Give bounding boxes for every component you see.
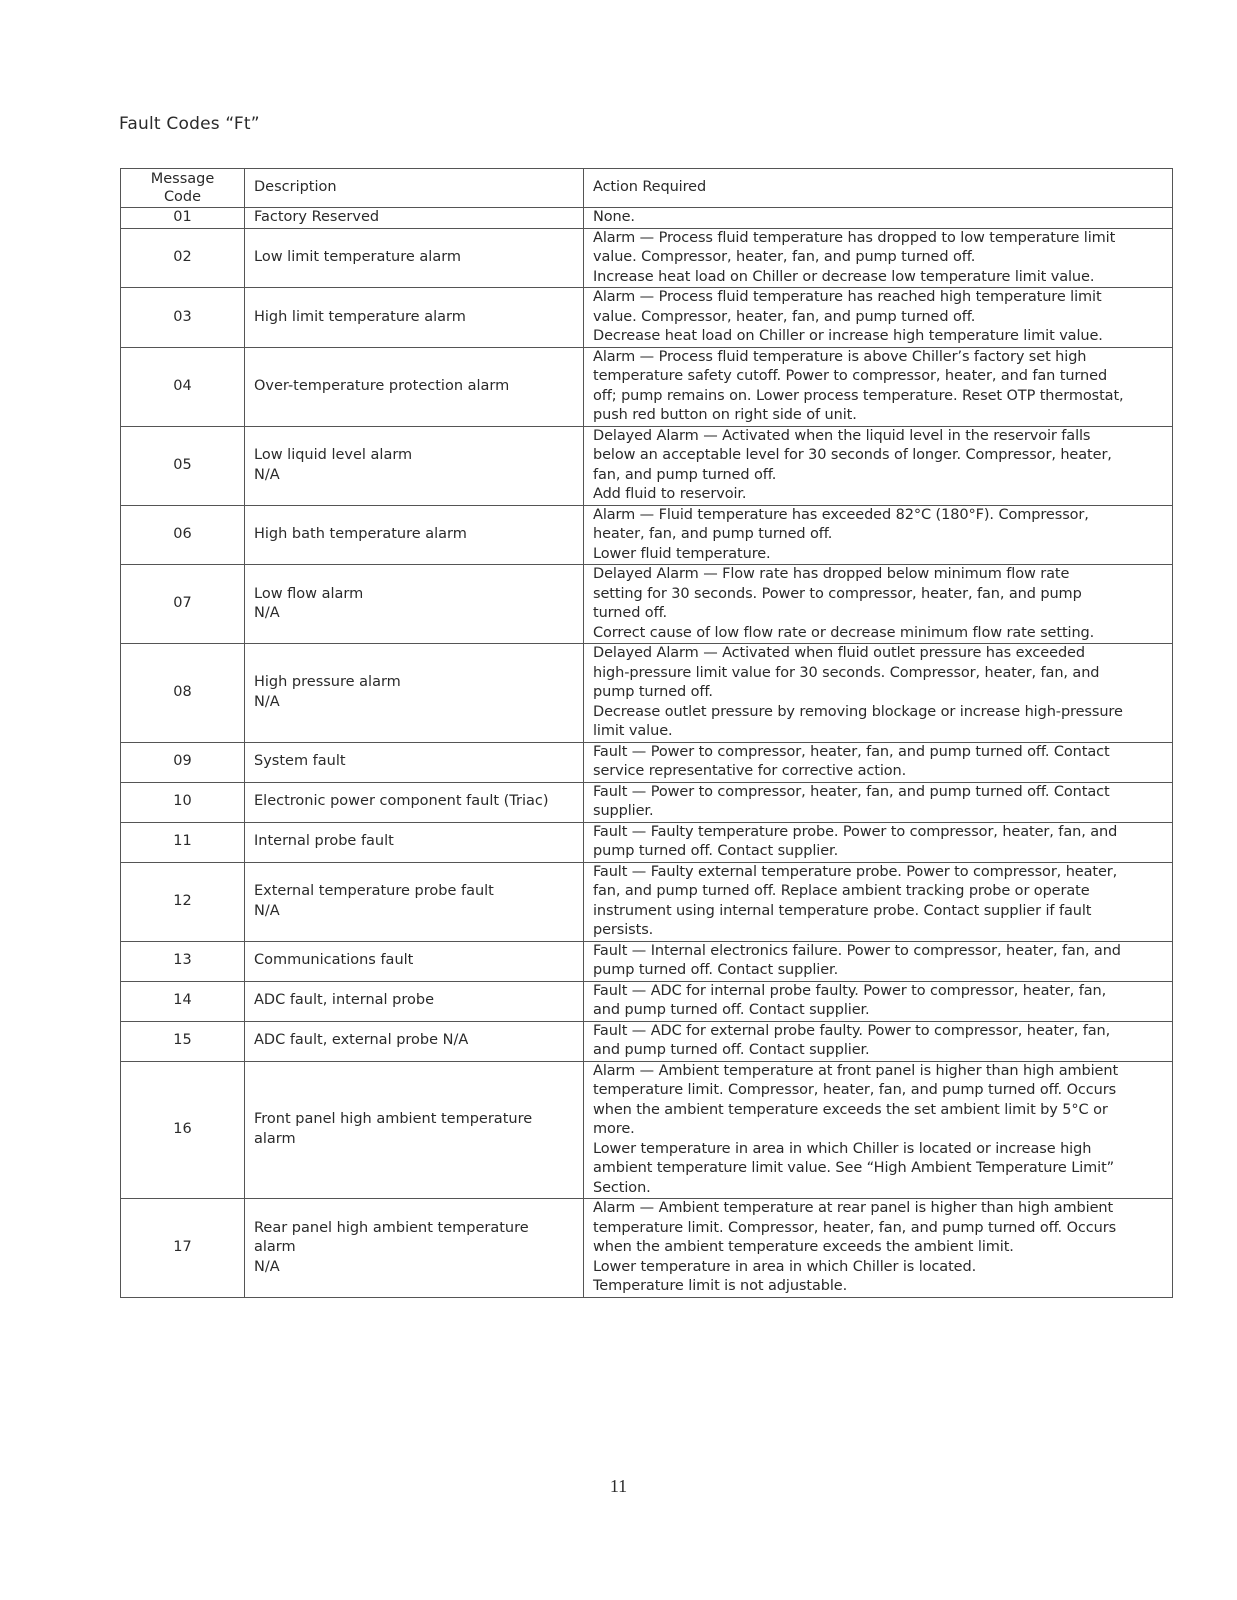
description-line: Over-temperature protection alarm bbox=[254, 377, 510, 394]
action-line: value. Compressor, heater, fan, and pump turned off. bbox=[593, 249, 976, 265]
description-cell bbox=[245, 1061, 584, 1199]
description-line: Internal probe fault bbox=[254, 833, 394, 850]
action-line: Add fluid to reservoir. bbox=[593, 486, 747, 502]
table-row bbox=[121, 644, 1173, 743]
action-line: Alarm — Process fluid temperature has reached high temperature limit bbox=[593, 289, 1102, 305]
description-line: alarm bbox=[254, 1239, 296, 1255]
description-line: N/A bbox=[254, 693, 280, 710]
message-code-cell: 11 bbox=[121, 822, 245, 862]
message-code-cell: 12 bbox=[121, 862, 245, 941]
description-line: Low flow alarm bbox=[254, 585, 364, 602]
action-line: Fault — Faulty temperature probe. Power to compressor, heater, fan, and bbox=[593, 823, 1118, 840]
action-required-cell bbox=[584, 228, 1173, 288]
action-line: instrument using internal temperature probe. Contact supplier if fault bbox=[593, 902, 1092, 919]
action-line: and pump turned off. Contact supplier. bbox=[593, 1002, 870, 1018]
action-line: Correct cause of low flow rate or decrease minimum flow rate setting. bbox=[593, 624, 1095, 641]
description-line: Rear panel high ambient temperature bbox=[254, 1219, 529, 1236]
action-line: ambient temperature limit value. See “High Ambient Temperature Limit” bbox=[593, 1160, 1115, 1176]
header-action-required: Action Required bbox=[584, 169, 1173, 208]
description-cell bbox=[245, 981, 584, 1021]
page-title: Fault Codes “Ft” bbox=[119, 114, 260, 134]
message-code-cell: 03 bbox=[121, 288, 245, 348]
description-cell bbox=[245, 505, 584, 565]
table-row bbox=[121, 426, 1173, 505]
action-required-cell bbox=[584, 1021, 1173, 1061]
action-line: off; pump remains on. Lower process temperature. Reset OTP thermostat, bbox=[593, 387, 1124, 404]
action-line: Delayed Alarm — Activated when fluid outlet pressure has exceeded bbox=[593, 645, 1085, 661]
action-line: supplier. bbox=[593, 803, 654, 819]
action-required-cell bbox=[584, 862, 1173, 941]
action-line: Fault — Power to compressor, heater, fan, and pump turned off. Contact bbox=[593, 743, 1110, 760]
description-line: Front panel high ambient temperature bbox=[254, 1111, 533, 1128]
action-required-cell bbox=[584, 981, 1173, 1021]
description-cell bbox=[245, 288, 584, 348]
action-line: Alarm — Process fluid temperature is above Chiller’s factory set high bbox=[593, 348, 1087, 365]
action-required-cell bbox=[584, 941, 1173, 981]
description-cell bbox=[245, 1021, 584, 1061]
action-line: Increase heat load on Chiller or decrease low temperature limit value. bbox=[593, 268, 1095, 285]
action-required-cell bbox=[584, 565, 1173, 644]
action-line: persists. bbox=[593, 922, 654, 938]
message-code-cell: 02 bbox=[121, 228, 245, 288]
action-line: None. bbox=[593, 209, 635, 225]
table-row bbox=[121, 208, 1173, 229]
page-number: 11 bbox=[609, 1476, 628, 1496]
table-row bbox=[121, 228, 1173, 288]
table-row bbox=[121, 347, 1173, 426]
action-line: and pump turned off. Contact supplier. bbox=[593, 1042, 870, 1058]
action-required-cell bbox=[584, 822, 1173, 862]
description-line: ADC fault, external probe N/A bbox=[254, 1032, 469, 1049]
message-code-cell: 05 bbox=[121, 426, 245, 505]
action-line: more. bbox=[593, 1121, 635, 1137]
description-cell bbox=[245, 742, 584, 782]
action-line: setting for 30 seconds. Power to compressor, heater, fan, and pump bbox=[593, 585, 1082, 602]
description-cell bbox=[245, 565, 584, 644]
table-row bbox=[121, 288, 1173, 348]
description-cell bbox=[245, 644, 584, 743]
table-row bbox=[121, 565, 1173, 644]
action-line: Fault — Internal electronics failure. Power to compressor, heater, fan, and bbox=[593, 942, 1121, 959]
action-line: Fault — Faulty external temperature probe. Power to compressor, heater, bbox=[593, 863, 1118, 880]
table-header-row bbox=[121, 169, 1173, 208]
description-cell bbox=[245, 426, 584, 505]
description-line: alarm bbox=[254, 1130, 296, 1147]
action-line: temperature limit. Compressor, heater, fan, and pump turned off. Occurs bbox=[593, 1219, 1117, 1236]
action-required-cell bbox=[584, 782, 1173, 822]
action-required-cell bbox=[584, 288, 1173, 348]
description-line: Low limit temperature alarm bbox=[254, 249, 462, 265]
message-code-cell: 15 bbox=[121, 1021, 245, 1061]
message-code-cell: 04 bbox=[121, 347, 245, 426]
description-cell bbox=[245, 782, 584, 822]
action-required-cell bbox=[584, 1199, 1173, 1298]
table-row bbox=[121, 1021, 1173, 1061]
action-line: fan, and pump turned off. bbox=[593, 466, 777, 483]
description-cell bbox=[245, 208, 584, 229]
description-line: Electronic power component fault (Triac) bbox=[254, 793, 549, 810]
action-line: Section. bbox=[593, 1179, 651, 1196]
action-line: pump turned off. Contact supplier. bbox=[593, 843, 839, 859]
description-line: N/A bbox=[254, 902, 280, 919]
action-line: service representative for corrective action. bbox=[593, 763, 907, 779]
action-line: Fault — Power to compressor, heater, fan, and pump turned off. Contact bbox=[593, 783, 1110, 800]
action-line: when the ambient temperature exceeds the set ambient limit by 5°C or bbox=[593, 1101, 1108, 1118]
table-row bbox=[121, 742, 1173, 782]
header-message-code: Message Code bbox=[121, 169, 245, 208]
message-code-cell: 10 bbox=[121, 782, 245, 822]
description-line: N/A bbox=[254, 1258, 280, 1275]
action-line: fan, and pump turned off. Replace ambient tracking probe or operate bbox=[593, 883, 1090, 899]
message-code-cell: 06 bbox=[121, 505, 245, 565]
action-line: when the ambient temperature exceeds the ambient limit. bbox=[593, 1239, 1014, 1255]
action-line: Temperature limit is not adjustable. bbox=[593, 1278, 848, 1294]
action-line: limit value. bbox=[593, 723, 673, 739]
action-line: Delayed Alarm — Flow rate has dropped below minimum flow rate bbox=[593, 566, 1070, 582]
message-code-cell: 07 bbox=[121, 565, 245, 644]
description-line: Low liquid level alarm bbox=[254, 447, 413, 463]
description-line: N/A bbox=[254, 466, 280, 483]
description-cell bbox=[245, 862, 584, 941]
message-code-cell: 17 bbox=[121, 1199, 245, 1298]
message-code-cell: 16 bbox=[121, 1061, 245, 1199]
description-cell bbox=[245, 1199, 584, 1298]
action-required-cell bbox=[584, 742, 1173, 782]
action-line: Decrease heat load on Chiller or increase high temperature limit value. bbox=[593, 328, 1103, 344]
action-required-cell bbox=[584, 644, 1173, 743]
action-line: temperature limit. Compressor, heater, fan, and pump turned off. Occurs bbox=[593, 1082, 1117, 1098]
table-row bbox=[121, 782, 1173, 822]
message-code-cell: 01 bbox=[121, 208, 245, 229]
description-line: External temperature probe fault bbox=[254, 883, 494, 899]
action-line: turned off. bbox=[593, 605, 668, 621]
action-line: pump turned off. bbox=[593, 684, 713, 700]
description-line: Factory Reserved bbox=[254, 209, 380, 225]
description-cell bbox=[245, 822, 584, 862]
action-line: Alarm — Process fluid temperature has dropped to low temperature limit bbox=[593, 229, 1116, 246]
action-line: Alarm — Ambient temperature at front panel is higher than high ambient bbox=[593, 1062, 1119, 1079]
action-line: pump turned off. Contact supplier. bbox=[593, 962, 839, 978]
action-line: Alarm — Fluid temperature has exceeded 82°C (180°F). Compressor, bbox=[593, 506, 1089, 523]
action-required-cell bbox=[584, 426, 1173, 505]
action-line: temperature safety cutoff. Power to compressor, heater, and fan turned bbox=[593, 368, 1108, 384]
action-line: Alarm — Ambient temperature at rear panel is higher than high ambient bbox=[593, 1200, 1114, 1216]
action-line: Lower temperature in area in which Chiller is located. bbox=[593, 1258, 977, 1275]
message-code-cell: 14 bbox=[121, 981, 245, 1021]
table-row bbox=[121, 505, 1173, 565]
action-line: Delayed Alarm — Activated when the liquid level in the reservoir falls bbox=[593, 427, 1091, 444]
fault-codes-table-body bbox=[121, 169, 1173, 1298]
description-line: Communications fault bbox=[254, 952, 414, 969]
action-line: heater, fan, and pump turned off. bbox=[593, 526, 833, 542]
action-required-cell bbox=[584, 505, 1173, 565]
action-required-cell bbox=[584, 347, 1173, 426]
message-code-cell: 09 bbox=[121, 742, 245, 782]
header-description: Description bbox=[245, 169, 584, 208]
action-required-cell bbox=[584, 1061, 1173, 1199]
action-line: value. Compressor, heater, fan, and pump turned off. bbox=[593, 308, 976, 325]
action-line: high-pressure limit value for 30 seconds. Compressor, heater, fan, and bbox=[593, 664, 1100, 681]
table-row bbox=[121, 981, 1173, 1021]
description-line: System fault bbox=[254, 753, 346, 770]
table-row bbox=[121, 1199, 1173, 1298]
description-line: High pressure alarm bbox=[254, 674, 401, 691]
table-row bbox=[121, 1061, 1173, 1199]
description-cell bbox=[245, 228, 584, 288]
table-row bbox=[121, 822, 1173, 862]
action-line: Lower temperature in area in which Chiller is located or increase high bbox=[593, 1140, 1092, 1157]
description-cell bbox=[245, 941, 584, 981]
action-line: Fault — ADC for external probe faulty. Power to compressor, heater, fan, bbox=[593, 1022, 1111, 1039]
action-line: push red button on right side of unit. bbox=[593, 407, 857, 423]
description-line: N/A bbox=[254, 605, 280, 621]
description-line: High bath temperature alarm bbox=[254, 526, 467, 542]
message-code-cell: 08 bbox=[121, 644, 245, 743]
message-code-cell: 13 bbox=[121, 941, 245, 981]
action-required-cell bbox=[584, 208, 1173, 229]
description-line: High limit temperature alarm bbox=[254, 308, 466, 325]
table-row bbox=[121, 862, 1173, 941]
action-line: Lower fluid temperature. bbox=[593, 545, 771, 562]
description-cell bbox=[245, 347, 584, 426]
description-line: ADC fault, internal probe bbox=[254, 992, 435, 1009]
action-line: Fault — ADC for internal probe faulty. Power to compressor, heater, fan, bbox=[593, 982, 1107, 999]
fault-codes-table bbox=[120, 168, 1173, 1298]
table-row bbox=[121, 941, 1173, 981]
action-line: below an acceptable level for 30 seconds of longer. Compressor, heater, bbox=[593, 447, 1112, 463]
action-line: Decrease outlet pressure by removing blockage or increase high-pressure bbox=[593, 703, 1123, 720]
